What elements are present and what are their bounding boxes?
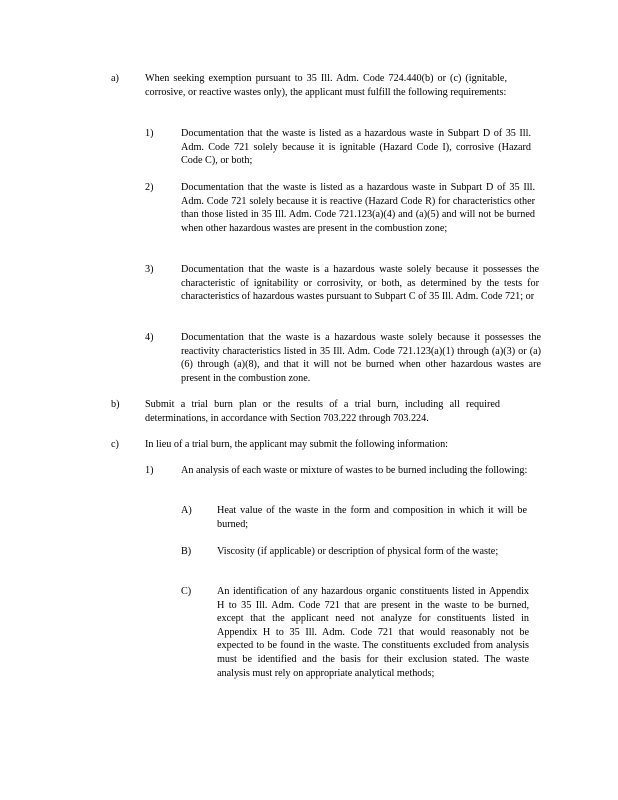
item-label: a) bbox=[111, 73, 119, 84]
item-label: A) bbox=[181, 505, 192, 516]
item-text: Heat value of the waste in the form and composition in which it will be burned; bbox=[217, 505, 527, 530]
item-label: 3) bbox=[145, 264, 154, 275]
item-label: b) bbox=[111, 399, 120, 410]
item-text: Documentation that the waste is listed as a hazardous waste in Subpart D of 35 Ill. Adm. Code 721 solely because it is ignitable (Hazard Code I), corrosive (Hazard Code C), or both; bbox=[181, 128, 531, 167]
item-text: In lieu of a trial burn, the applicant may submit the following information: bbox=[145, 439, 449, 450]
item-label: 1) bbox=[145, 128, 154, 139]
item-text: An analysis of each waste or mixture of wastes to be burned including the following: bbox=[181, 465, 528, 476]
item-text: Documentation that the waste is a hazardous waste solely because it possesses the reactivity characteristics listed in 35 Ill. Adm. Code 721.123(a)(1) through (a)(3) or (a)(6) through (a)(8), and that it will not be burned when other hazardous wastes are present in the combustion zone. bbox=[181, 332, 541, 384]
item-label: 2) bbox=[145, 182, 154, 193]
item-text: When seeking exemption pursuant to 35 Ill. Adm. Code 724.440(b) or (c) (ignitable, corrosive, or reactive wastes only), the applicant must fulfill the following requirements: bbox=[145, 73, 507, 98]
item-text: An identification of any hazardous organic constituents listed in Appendix H to 35 Ill. Adm. Code 721 that are present in the waste to be burned, except that the applicant need not analyze for constituents listed in Appendix H to 35 Ill. Adm. Code 721 that would reasonably not be expected to be found in the waste. The constituents excluded from analysis must be identified and the basis for their exclusion stated. The waste analysis must rely on appropriate analytical methods; bbox=[217, 586, 529, 679]
item-text: Documentation that the waste is listed as a hazardous waste in Subpart D of 35 Ill. Adm. Code 721 solely because it is reactive (Hazard Code R) for characteristics other than those listed in 35 Ill. Adm. Code 721.123(a)(4) and (a)(5) and will not be burned when other hazardous wastes are present in the combustion zone; bbox=[181, 182, 535, 234]
item-text: Viscosity (if applicable) or description of physical form of the waste; bbox=[217, 546, 499, 557]
item-text: Submit a trial burn plan or the results of a trial burn, including all required determinations, in accordance with Section 703.222 through 703.224. bbox=[145, 399, 500, 424]
item-label: 1) bbox=[145, 465, 154, 476]
item-text: Documentation that the waste is a hazardous waste solely because it possesses the characteristic of ignitability or corrosivity, or both, as determined by the tests for characteristics of hazardous wastes pursuant to Subpart C of 35 Ill. Adm. Code 721; or bbox=[181, 264, 539, 303]
item-label: 4) bbox=[145, 332, 154, 343]
item-label: B) bbox=[181, 546, 192, 557]
item-label: c) bbox=[111, 439, 119, 450]
item-label: C) bbox=[181, 586, 192, 597]
